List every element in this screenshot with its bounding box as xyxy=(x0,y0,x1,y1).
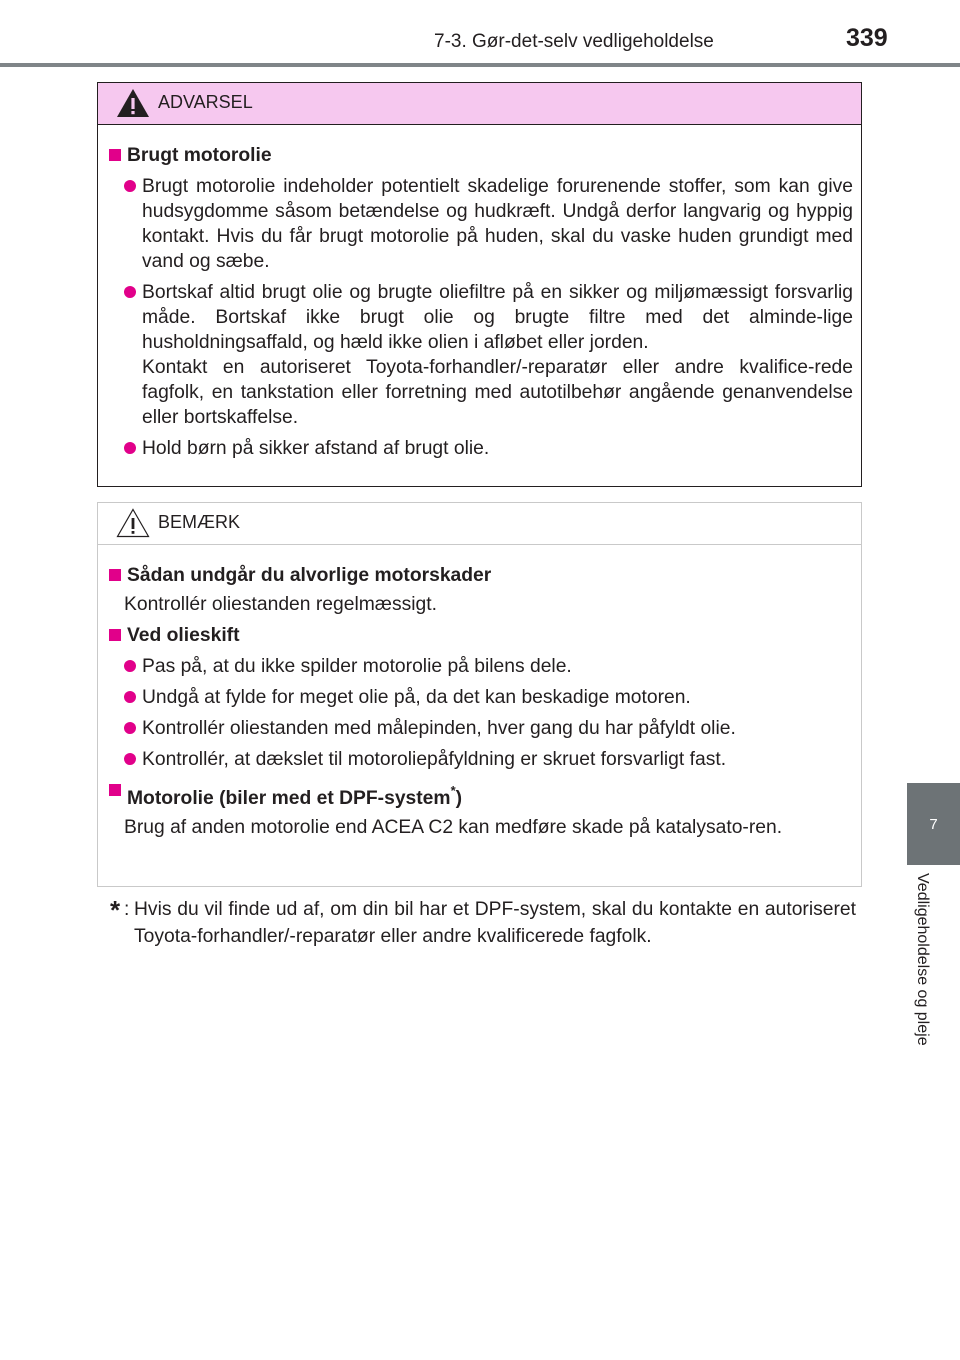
notice-title: BEMÆRK xyxy=(158,512,241,532)
round-bullet-icon xyxy=(124,286,136,298)
list-item xyxy=(108,685,853,710)
warning-title: ADVARSEL xyxy=(158,92,253,112)
round-bullet-icon xyxy=(124,180,136,192)
warning-heading xyxy=(108,143,853,168)
round-bullet-icon xyxy=(124,691,136,703)
page-number: 339 xyxy=(846,24,888,52)
square-bullet-icon xyxy=(109,569,121,581)
notice-text: Kontrollér oliestanden regelmæssigt. xyxy=(124,594,437,615)
warning-body xyxy=(98,125,861,461)
round-bullet-icon xyxy=(124,722,136,734)
list-item xyxy=(108,280,853,430)
list-item-text: Bortskaf altid brugt olie og brugte oliefiltre på en sikker og miljømæssigt forsvarlig måde. Bortskaf ikke brugt olie og brugte filtre med det alminde-lige husholdningsaffald, og hæld ikke olien i afløbet eller jorden. xyxy=(142,282,853,353)
list-item-text: Hold børn på sikker afstand af brugt olie. xyxy=(142,438,490,459)
list-item-text: Brugt motorolie indeholder potentielt skadelige forurenende stoffer, som kan give hudsygdomme såsom betændelse og hudkræft. Undgå derfor langvarig og hyppig kontakt. Hvis du får brugt motorolie på huden, skal du vaske huden grundigt med vand og sæbe. xyxy=(142,176,853,272)
notice-text: Brug af anden motorolie end ACEA C2 kan medføre skade på katalysato-ren. xyxy=(124,817,783,838)
chapter-tab[interactable] xyxy=(907,783,960,865)
warning-heading-text: Brugt motorolie xyxy=(127,145,272,166)
chapter-number: 7 xyxy=(929,815,938,833)
warning-triangle-icon xyxy=(115,87,151,119)
notice-box xyxy=(97,502,862,887)
notice-heading-text: Motorolie (biler med et DPF-system xyxy=(127,788,451,809)
notice-heading xyxy=(108,623,853,648)
list-item xyxy=(108,436,853,461)
notice-body xyxy=(98,545,861,840)
notice-heading-text: Sådan undgår du alvorlige motorskader xyxy=(127,565,492,586)
list-item xyxy=(108,654,853,679)
chapter-title: Vedligeholdelse og pleje xyxy=(914,873,931,1046)
footnote-text: Hvis du vil finde ud af, om din bil har et DPF-system, skal du kontakte en autoriseret Toyota-forhandler/-reparatør eller andre kvalificerede fagfolk. xyxy=(134,899,856,947)
chapter-side-label xyxy=(911,873,951,1113)
footnote-mark: * xyxy=(450,783,456,798)
notice-heading xyxy=(108,778,853,811)
list-item xyxy=(108,174,853,274)
header-rule xyxy=(0,63,960,67)
section-title: 7-3. Gør-det-selv vedligeholdelse xyxy=(434,31,714,52)
square-bullet-icon xyxy=(109,784,121,796)
footnote-mark: * xyxy=(110,895,121,925)
list-item-extra-text: Kontakt en autoriseret Toyota-forhandler/-reparatør eller andre kvalifice-rede fagfolk, en tankstation eller forretning med autotilbehør angående genanvendelse eller bortskaffelse. xyxy=(142,357,853,428)
heading-close: ) xyxy=(455,788,463,809)
list-item xyxy=(108,716,853,741)
warning-box xyxy=(97,82,862,487)
notice-header xyxy=(98,503,861,545)
list-item-text: Undgå at fylde for meget olie på, da det kan beskadige motoren. xyxy=(142,687,691,708)
warning-header xyxy=(98,83,861,125)
footnote: * : Hvis du vil finde ud af, om din bil har et DPF-system, skal du kontakte en autoriseret Toyota-forhandler/-reparatør eller andre kvalificerede fagfolk. xyxy=(110,896,856,950)
round-bullet-icon xyxy=(124,753,136,765)
list-item-text: Kontrollér oliestanden med målepinden, hver gang du har påfyldt olie. xyxy=(142,718,736,739)
notice-heading xyxy=(108,563,853,588)
list-item-text: Kontrollér, at dækslet til motoroliepåfyldning er skruet forsvarligt fast. xyxy=(142,749,727,770)
round-bullet-icon xyxy=(124,660,136,672)
square-bullet-icon xyxy=(109,629,121,641)
notice-heading-text: Ved olieskift xyxy=(127,625,240,646)
square-bullet-icon xyxy=(109,149,121,161)
round-bullet-icon xyxy=(124,442,136,454)
notice-triangle-icon xyxy=(115,507,151,539)
list-item xyxy=(108,747,853,772)
list-item-text: Pas på, at du ikke spilder motorolie på bilens dele. xyxy=(142,656,572,677)
